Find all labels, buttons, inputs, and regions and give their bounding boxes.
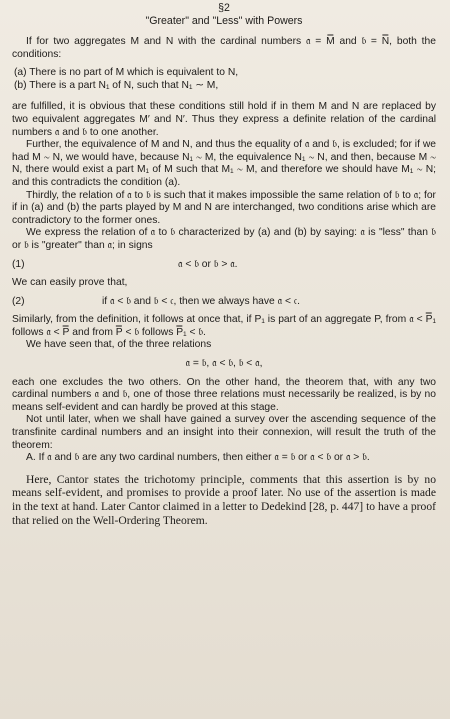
section-heading: "Greater" and "Less" with Powers xyxy=(145,15,303,27)
formula-2-expression: if 𝔞 < 𝔟 and 𝔟 < 𝔠, then we always have 𝔞 < 𝔠. xyxy=(102,295,300,307)
formula-2-number: (2) xyxy=(12,295,25,307)
paragraph-8: each one excludes the two others. On the other hand, the theorem that, with any two cardinal numbers 𝔞 and 𝔟, one of those three relations must necessarily be realized, is by no means self-evident and can hardly be proved at this stage. xyxy=(12,376,436,413)
condition-b: (b) There is a part N₁ of N, such that N₁ ∼ M, xyxy=(14,79,219,91)
paragraph-3: Thirdly, the relation of 𝔞 to 𝔟 is such that it makes impossible the same relation of 𝔟 to 𝔞; for if in (a) and (b) the parts played by M and N are interchanged, two conditions arise which are contradictory to the former ones. xyxy=(12,189,436,226)
paragraph-9: Not until later, when we shall have gained a survey over the ascending sequence of the transfinite cardinal numbers and an insight into their connexion, will result the truth of the theorem: xyxy=(12,414,436,451)
formula-1-expression: 𝔞 < 𝔟 or 𝔟 > 𝔞. xyxy=(178,258,238,270)
paragraph-2: Further, the equivalence of M and N, and thus the equality of 𝔞 and 𝔟, is excluded; for if we had M ∼ N, we would have, because N₁ ∼ M, the equivalence N₁ ∼ N, and then, because M ∼ N, there would exist a part M₁ of M such that M₁ ∼ M, and therefore we should have M₁ ∼ N; and this contradicts the condition (a). xyxy=(12,139,436,188)
theorem-a: A. If 𝔞 and 𝔟 are any two cardinal numbers, then either 𝔞 = 𝔟 or 𝔞 < 𝔟 or 𝔞 > 𝔟. xyxy=(26,452,370,464)
intro-paragraph: If for two aggregates M and N with the cardinal numbers 𝔞 = M̿ and 𝔟 = N̿, both the conditions: xyxy=(12,36,436,60)
condition-a: (a) There is no part of M which is equivalent to N, xyxy=(14,67,239,79)
paragraph-5: We can easily prove that, xyxy=(12,277,128,289)
paragraph-4: We express the relation of 𝔞 to 𝔟 characterized by (a) and (b) by saying: 𝔞 is "less" than 𝔟 or 𝔟 is "greater" than 𝔞; in signs xyxy=(12,227,436,251)
commentary: Here, Cantor states the trichotomy principle, comments that this assertion is by no means self-evident, and promises to provide a proof later. No use of the assertion is made in the text at hand. Later Cantor claimed in a letter to Dedekind [28, p. 447] to have a proof that relied on the Well-Ordering Theorem. xyxy=(12,472,436,527)
formula-2 xyxy=(12,296,436,309)
section-number: §2 xyxy=(218,2,230,14)
formula-1 xyxy=(12,259,436,272)
paragraph-7: We have seen that, of the three relations xyxy=(26,339,212,351)
paragraph-6: Similarly, from the definition, it follows at once that, if P₁ is part of an aggregate P, from 𝔞 < P̿₁ follows 𝔞 < P̿ and from P̿ < 𝔟 follows P̿₁ < 𝔟. xyxy=(12,314,436,338)
paragraph-1: are fulfilled, it is obvious that these conditions still hold if in them M and N are replaced by two equivalent aggregates M′ and N′. Thus they express a definite relation of the cardinal numbers 𝔞 and 𝔟 to one another. xyxy=(12,101,436,138)
formula-3: 𝔞 = 𝔟, 𝔞 < 𝔟, 𝔟 < 𝔞, xyxy=(185,358,263,370)
formula-1-number: (1) xyxy=(12,258,25,270)
